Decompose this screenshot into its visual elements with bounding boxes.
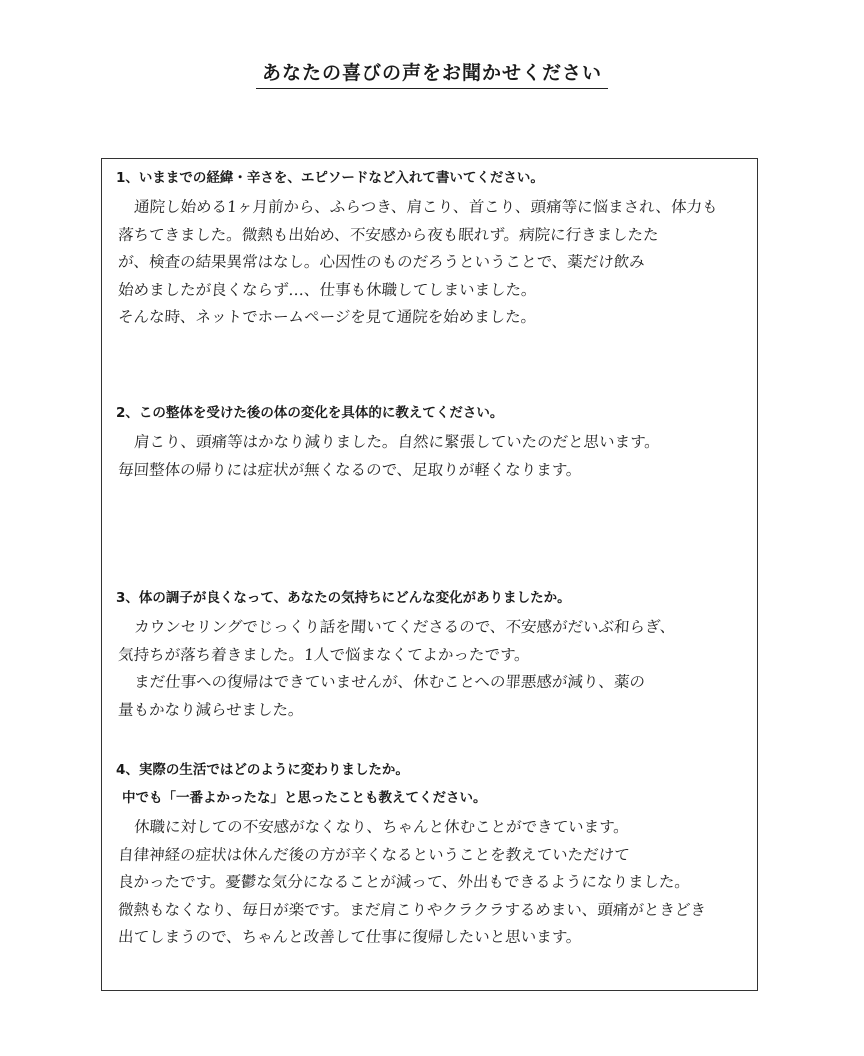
question-4: 4、実際の生活ではどのように変わりましたか。 xyxy=(116,762,409,778)
answer-line: 量もかなり減らせました。 xyxy=(117,700,305,719)
answer-line: 気持ちが落ち着きました。1人で悩まなくてよかったです。 xyxy=(117,645,531,664)
answer-line: が、検査の結果異常はなし。心因性のものだろうということで、薬だけ飲み xyxy=(117,253,646,271)
page-title-text: あなたの喜びの声をお聞かせください xyxy=(256,58,608,89)
answer-line: 微熱もなくなり、毎日が楽です。まだ肩こりやクラクラするめまい、頭痛がときどき xyxy=(117,900,707,919)
section-3 xyxy=(116,588,746,724)
section-1 xyxy=(116,168,746,332)
answer-line: 始めましたが良くならず…、仕事も休職してしまいました。 xyxy=(117,280,538,299)
answer-4 xyxy=(116,814,746,952)
question-4-sub: 中でも「一番よかったな」と思ったことも教えてください。 xyxy=(122,790,487,806)
answer-line: 自律神経の症状は休んだ後の方が辛くなるということを教えていただけて xyxy=(117,845,631,864)
answer-line: カウンセリングでじっくり話を聞いてくださるので、不安感がだいぶ和らぎ、 xyxy=(133,618,676,636)
answer-line: 肩こり、頭痛等はかなり減りました。自然に緊張していたのだと思います。 xyxy=(133,433,661,451)
question-1: 1、いままでの経緯・辛さを、エピソードなど入れて書いてください。 xyxy=(116,170,544,186)
answer-line: 落ちてきました。微熱も出始め、不安感から夜も眠れず。病院に行きましたた xyxy=(117,225,660,244)
answer-line: 通院し始める1ヶ月前から、ふらつき、肩こり、首こり、頭痛等に悩まされ、体力も xyxy=(133,198,719,216)
answer-2 xyxy=(116,429,746,484)
section-4 xyxy=(116,760,746,952)
answer-1 xyxy=(116,194,746,332)
answer-line: 出てしまうので、ちゃんと改善して仕事に復帰したいと思います。 xyxy=(117,928,583,946)
section-2 xyxy=(116,403,746,484)
answer-line: まだ仕事への復帰はできていませんが、休むことへの罪悪感が減り、薬の xyxy=(133,673,646,691)
answer-line: 良かったです。憂鬱な気分になることが減って、外出もできるようになりました。 xyxy=(117,873,691,891)
answer-line: 休職に対しての不安感がなくなり、ちゃんと休むことができています。 xyxy=(133,818,630,836)
page-title xyxy=(0,58,864,89)
question-3: 3、体の調子が良くなって、あなたの気持ちにどんな変化がありましたか。 xyxy=(116,590,571,606)
answer-3 xyxy=(116,614,746,724)
question-2: 2、この整体を受けた後の体の変化を具体的に教えてください。 xyxy=(116,405,504,421)
answer-line: 毎回整体の帰りには症状が無くなるので、足取りが軽くなります。 xyxy=(117,460,583,479)
answer-line: そんな時、ネットでホームページを見て通院を始めました。 xyxy=(117,308,537,326)
